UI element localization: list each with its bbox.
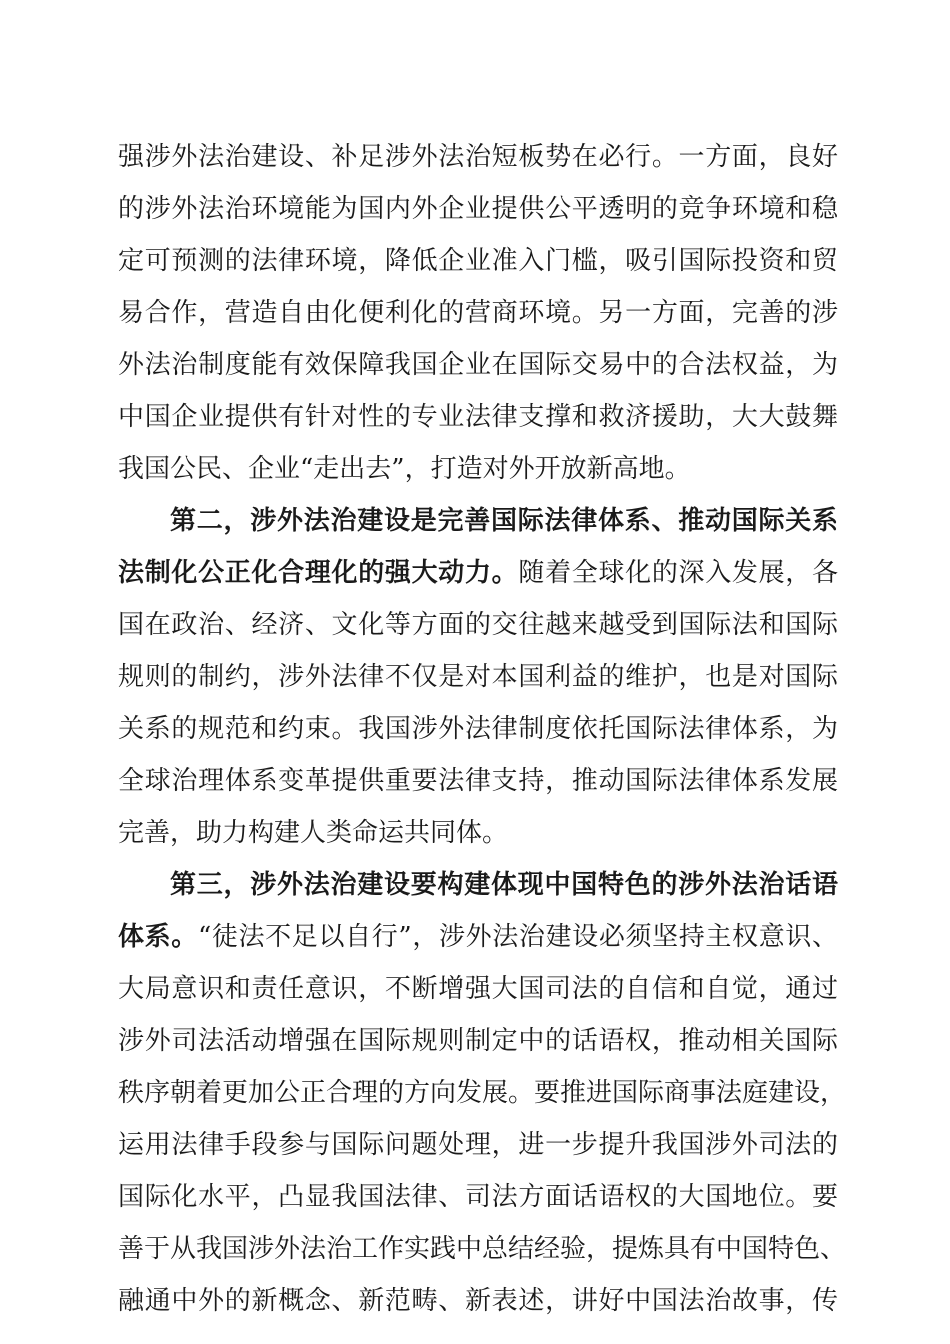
text-line-20: 运用法律手段参与国际问题处理，进一步提升我国涉外司法的	[118, 1130, 838, 1160]
section-heading-2-line-1: 第二，涉外法治建设是完善国际法律体系、推动国际关系	[170, 506, 838, 536]
text-line-9	[118, 550, 838, 596]
text-line-11: 规则的制约，涉外法律不仅是对本国利益的维护，也是对国际	[118, 662, 838, 692]
text-line-6: 中国企业提供有针对性的专业法律支撑和救济援助，大大鼓舞	[118, 402, 838, 432]
text-line-13: 全球治理体系变革提供重要法律支持，推动国际法律体系发展	[118, 766, 838, 796]
text-line-3: 定可预测的法律环境，降低企业准入门槛，吸引国际投资和贸	[118, 246, 838, 276]
section-heading-2-line-2: 法制化公正化合理化的强大动力。	[118, 558, 519, 588]
text-line-5: 外法治制度能有效保障我国企业在国际交易中的合法权益，为	[118, 350, 838, 380]
text-line-18: 涉外司法活动增强在国际规则制定中的话语权，推动相关国际	[118, 1026, 838, 1056]
text-line-9-rest: 随着全球化的深入发展，各	[518, 558, 838, 588]
section-heading-3-line-1: 第三，涉外法治建设要构建体现中国特色的涉外法治话语	[170, 870, 838, 900]
text-line-14: 完善，助力构建人类命运共同体。	[118, 818, 509, 848]
text-line-4: 易合作，营造自由化便利化的营商环境。另一方面，完善的涉	[118, 298, 838, 328]
text-line-2: 的涉外法治环境能为国内外企业提供公平透明的竞争环境和稳	[118, 194, 838, 224]
text-line-12: 关系的规范和约束。我国涉外法律制度依托国际法律体系，为	[118, 714, 838, 744]
text-line-7: 我国公民、企业“走出去”，打造对外开放新高地。	[118, 454, 691, 484]
text-line-23: 融通中外的新概念、新范畴、新表述，讲好中国法治故事，传	[118, 1286, 838, 1316]
text-line-16	[118, 914, 838, 960]
text-line-22: 善于从我国涉外法治工作实践中总结经验，提炼具有中国特色、	[118, 1234, 847, 1264]
text-line-17: 大局意识和责任意识，不断增强大国司法的自信和自觉，通过	[118, 974, 838, 1004]
text-line-21: 国际化水平，凸显我国法律、司法方面话语权的大国地位。要	[118, 1182, 838, 1212]
text-line-1: 强涉外法治建设、补足涉外法治短板势在必行。一方面，良好	[118, 142, 838, 172]
text-line-19: 秩序朝着更加公正合理的方向发展。要推进国际商事法庭建设，	[118, 1078, 847, 1108]
section-heading-3-line-2: 体系。	[118, 922, 198, 952]
text-line-10: 国在政治、经济、文化等方面的交往越来越受到国际法和国际	[118, 610, 838, 640]
text-line-16-rest: “徒法不足以自行”，涉外法治建设必须坚持主权意识、	[197, 922, 838, 952]
